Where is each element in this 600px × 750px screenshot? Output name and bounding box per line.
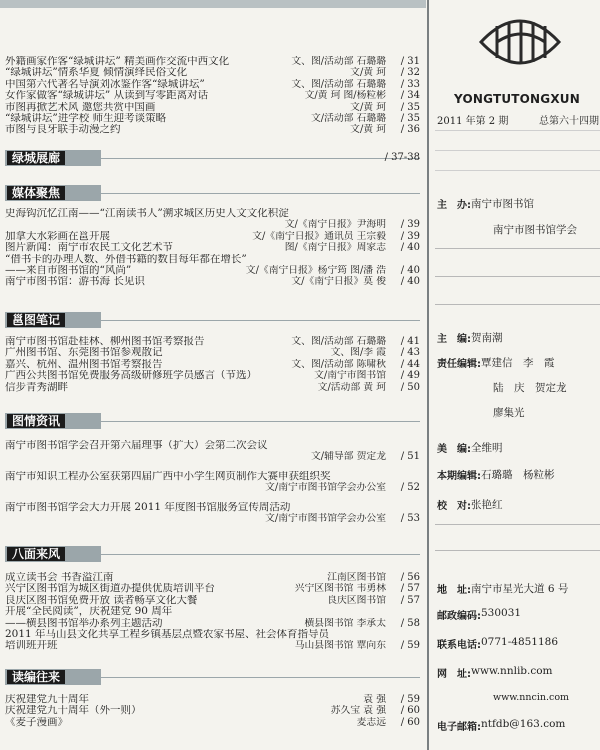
section-header — [5, 669, 101, 685]
toc-entry-author-text: 兴宁区图书馆 — [294, 583, 354, 595]
separator — [435, 550, 600, 551]
toc-entry-author-text: 文、图/活动部 — [291, 335, 354, 347]
toc-entry-author-text: 文/黄 — [350, 101, 374, 113]
toc-entry-author — [257, 370, 386, 381]
toc-entry-title: ——横县图书馆举办系列主题活动 — [5, 617, 163, 629]
toc-entry — [5, 471, 420, 482]
library-logo-icon — [475, 6, 565, 78]
toc-entry — [5, 440, 420, 451]
toc-entry — [5, 124, 420, 135]
toc-entry-author — [121, 124, 387, 135]
issue-year: 2011 年第 2 期 — [437, 116, 509, 127]
masthead-brand: YONGTUTONGXUN — [454, 92, 580, 106]
toc-entry-credit: 俊 — [376, 276, 386, 288]
separator — [435, 524, 600, 525]
toc-entry-author — [163, 347, 387, 358]
toc-entry-author — [89, 694, 386, 705]
toc-entry-page: / 58 — [400, 617, 420, 629]
toc-entry-author-text: 文/《南宁日报》尹海明 — [284, 219, 386, 231]
toc-entry-author-text: 文、图/活动部 — [291, 55, 354, 67]
toc-entry-author-text: 文、图/活动部 — [291, 358, 354, 370]
section-header — [5, 185, 101, 201]
toc-entry-page: / 49 — [400, 370, 420, 382]
section-header — [5, 150, 101, 166]
toc-entry — [5, 56, 420, 67]
toc-entry-page: / 60 — [400, 716, 420, 728]
toc-entry-title: “绿城讲坛”进学校 师生迎考谈策略 — [5, 112, 167, 124]
toc-entry — [5, 79, 420, 90]
toc-entry-title: 市图再掀艺术风 邀您共赏中国画 — [5, 101, 156, 113]
toc-entry — [5, 482, 420, 493]
toc-entry-page: / 35 — [400, 112, 420, 124]
toc-entry-credit: 石璐璐 — [356, 112, 386, 124]
section-label: 图情资讯 — [7, 414, 65, 428]
toc-entry-author-text: 文/活动部 — [310, 112, 354, 124]
toc-entry — [5, 67, 420, 78]
toc-entry-page: / 34 — [400, 90, 420, 102]
section-rule — [101, 421, 420, 422]
toc-entry-author — [58, 640, 387, 651]
toc-entry-page: / 44 — [400, 358, 420, 370]
toc-entry-credit: 珂 图/杨粒彬 — [330, 90, 386, 102]
toc-entry-author — [229, 56, 386, 67]
toc-entry — [5, 705, 420, 716]
toc-entry-author-text: 江南区图书馆 — [327, 571, 386, 583]
section-rule — [101, 193, 420, 194]
toc-entry-author — [68, 717, 386, 728]
toc-entry-page: / 51 — [400, 451, 420, 463]
toc-entry — [5, 276, 420, 287]
toc-entry-author — [197, 595, 386, 606]
toc-entry-credit: 陈啸秋 — [356, 358, 386, 370]
toc-entry — [5, 595, 420, 606]
toc-entry-page: / 40 — [400, 264, 420, 276]
toc-entry-page: / 43 — [400, 347, 420, 359]
toc-entry-title: 2011 年马山县文化共享工程乡镇基层点暨农家书屋、社会体育指导员 — [5, 628, 330, 640]
toc-entry-page: / 32 — [400, 67, 420, 79]
toc-entry-title: 女作家做客“绿城讲坛” 从读到写零距离对话 — [5, 90, 209, 102]
toc-entry-credit: 黄 珂 — [363, 381, 386, 393]
toc-entry-title: 史海钩沉忆江南——“江南读书人”溯求城区历史人文文化积淀 — [5, 207, 289, 219]
toc-entry-credit: 石璐璐 — [356, 78, 386, 90]
toc-entry-credit: 强 — [376, 705, 386, 717]
toc-entry-credit: 贺定龙 — [356, 451, 386, 463]
section-header — [5, 546, 101, 562]
toc-entry — [5, 336, 420, 347]
toc-entry-credit: 李承太 — [356, 617, 386, 629]
toc-entry — [5, 208, 420, 219]
toc-entry-author — [142, 705, 387, 716]
toc-entry-page: / 41 — [400, 335, 420, 347]
toc-entry — [5, 370, 420, 381]
masthead-column — [431, 0, 600, 750]
toc-entry-title: 南宁市图书馆赴桂林、柳州图书馆考察报告 — [5, 335, 205, 347]
separator — [435, 276, 600, 277]
postcode-row: 邮政编码: 530031 — [437, 607, 522, 622]
toc-entry-title: 成立读书会 书香溢江南 — [5, 571, 114, 583]
toc-entry-title: 中国第六代著名导演刘冰鉴作客“绿城讲坛” — [5, 78, 205, 90]
toc-entry-author — [113, 572, 386, 583]
toc-entry-page: / 33 — [400, 78, 420, 90]
toc-entry-title: 南宁市知识工程办公室获第四届广西中小学生网页制作大赛申获组织奖 — [5, 470, 331, 482]
toc-entry-title: ——来自市图书馆的“风尚” — [5, 264, 132, 276]
toc-entry — [5, 90, 420, 101]
toc-entry-page: / 59 — [400, 693, 420, 705]
duty-editor-row: 责任编辑: 覃建信 李 霞 — [437, 357, 555, 370]
section-label: 绿城展廊 — [7, 151, 65, 165]
toc-entry-author-text: 文/《南宁日报》通讯员 王宗毅 — [252, 230, 386, 242]
toc-entry-author-text: 文/活动部 — [317, 381, 361, 393]
toc-entry — [5, 254, 420, 265]
toc-entry — [5, 606, 420, 617]
toc-entry-credit: 珂 — [376, 67, 386, 79]
toc-entry-title: 南宁市图书馆：游书海 长见识 — [5, 276, 145, 288]
toc-entry-author-text: 图/《南宁日报》周家志 — [284, 242, 386, 254]
toc-entry — [5, 231, 420, 242]
separator — [435, 150, 600, 151]
sponsor-row-2: 南宁市图书馆学会 — [493, 224, 577, 236]
section-header — [5, 413, 101, 429]
toc-entry-title: 庆祝建党九十周年 — [5, 693, 89, 705]
toc-entry-author — [208, 90, 386, 101]
section-label: 读编往来 — [7, 670, 65, 684]
section-entries — [5, 572, 420, 652]
toc-entry-title: 外籍画家作客“绿城讲坛” 精美画作交流中西文化 — [5, 55, 230, 67]
toc-entry-author — [131, 265, 386, 276]
toc-entry-title: 兴宁区图书馆为城区街道办提供优质培训平台 — [5, 583, 215, 595]
toc-entry-title: 加拿大水彩画在邕开展 — [5, 230, 110, 242]
toc-entry-title: 南宁市图书馆学会大力开展 2011 年度图书馆服务宣传周活动 — [5, 501, 291, 513]
toc-entry-author — [163, 618, 387, 629]
toc-entry — [5, 640, 420, 651]
toc-entry-author — [205, 79, 386, 90]
toc-entry-page: / 59 — [400, 640, 420, 652]
toc-entry-credit: 覃向东 — [356, 640, 386, 652]
issue-line — [437, 112, 599, 127]
separator — [435, 248, 600, 249]
toc-entry-author — [25, 513, 386, 524]
proof-row: 校 对: 张艳红 — [437, 499, 503, 512]
section-entries — [5, 440, 420, 524]
separator — [435, 304, 600, 305]
email-row: 电子邮箱: ntfdb@163.com — [437, 718, 566, 733]
toc-entry-author — [145, 276, 386, 287]
toc-entry-page: / 57 — [400, 594, 420, 606]
section-entries — [5, 694, 420, 728]
separator — [435, 130, 600, 131]
toc-entry-page: / 60 — [400, 705, 420, 717]
toc-entry — [5, 572, 420, 583]
toc-entry-author — [187, 67, 386, 78]
toc-entry-page: / 36 — [400, 124, 420, 136]
toc-entry-page: / 56 — [400, 571, 420, 583]
toc-entry-author — [163, 359, 387, 370]
toc-entry-credit: 珂 — [376, 101, 386, 113]
section-label: 八面来风 — [7, 547, 65, 561]
toc-entry — [5, 502, 420, 513]
toc-entry-author-text: 文/黄 — [350, 67, 374, 79]
column-divider — [427, 0, 429, 750]
section-header — [5, 312, 101, 328]
address-row: 地 址: 南宁市星光大道 6 号 — [437, 583, 569, 596]
toc-entry-title: 开展“全民阅读”，庆祝建党 90 周年 — [5, 606, 173, 618]
toc-entry-title: 广州图书馆、东莞图书馆参观散记 — [5, 347, 163, 359]
separator — [435, 170, 600, 171]
sponsor-row: 主 办: 南宁市图书馆 — [437, 198, 534, 211]
toc-entry-title: 信步青秀湖畔 — [5, 381, 68, 393]
section-label: 媒体聚焦 — [7, 186, 65, 200]
toc-entry — [5, 219, 420, 230]
toc-entry-credit: 浩 — [376, 264, 386, 276]
toc-entry-author-text: 文/《南宁日报》莫 — [291, 276, 374, 288]
toc-entry-credit: 霞 — [376, 347, 386, 359]
section-rule — [101, 677, 420, 678]
toc-entry-author — [215, 583, 386, 594]
toc-entry-title: 嘉兴、杭州、温州图书馆考察报告 — [5, 358, 163, 370]
toc-entry-title: 市图与良牙联手动漫之约 — [5, 124, 121, 136]
toc-entry-author-text: 马山县图书馆 — [294, 640, 354, 652]
toc-entry-author — [25, 219, 386, 230]
toc-entry-author — [68, 382, 386, 393]
toc-entry-author-text: 文/南宁市图书馆学会办公室 — [265, 482, 386, 494]
toc-entry-title: 培训班开班 — [5, 640, 58, 652]
issue-total: 总第六十四期 — [539, 116, 599, 127]
toc-top-entries — [5, 56, 420, 136]
toc-entry-author-text: 横县图书馆 — [304, 617, 354, 629]
toc-entry-page: / 35 — [400, 101, 420, 113]
toc-entry-page: / 40 — [400, 276, 420, 288]
section-entries — [5, 336, 420, 393]
toc-entry-credit: 韦勇林 — [356, 583, 386, 595]
toc-entry-author — [25, 451, 386, 462]
toc-entry-page: / 39 — [400, 230, 420, 242]
toc-entry-author-text: 文/辅导部 — [310, 451, 354, 463]
toc-entry-author — [166, 113, 386, 124]
toc-entry — [5, 629, 420, 640]
toc-entry-author-text: 麦志远 — [356, 716, 386, 728]
toc-entry-title: “借书卡的办理人数、外借书籍的数目每年都在增长” — [5, 253, 247, 265]
toc-entry-author-text: 文/黄 — [304, 90, 328, 102]
editor-row: 主 编: 贺南潮 — [437, 332, 503, 345]
toc-entry-page: / 31 — [400, 55, 420, 67]
toc-entry-credit: 石璐璐 — [356, 335, 386, 347]
toc-entry-title: 广西公共图书馆免费服务高级研修班学员感言（节选） — [5, 370, 257, 382]
toc-entry — [5, 583, 420, 594]
toc-entry-title: 《麦子漫画》 — [5, 716, 68, 728]
section-label: 邕图笔记 — [7, 313, 65, 327]
toc-entry-author-text: 袁 — [363, 693, 374, 705]
toc-entry-page: / 57 — [400, 583, 420, 595]
toc-entry-author-text: 苏久宝 袁 — [330, 705, 374, 717]
toc-entry-author — [155, 102, 386, 113]
toc-entry-page: / 53 — [400, 512, 420, 524]
toc-entry — [5, 694, 420, 705]
toc-entry-author-text: 文/黄 — [350, 124, 374, 136]
toc-entry — [5, 347, 420, 358]
toc-entry-author-text: 文/《南宁日报》杨宁筠 图/潘 — [245, 264, 374, 276]
toc-entry — [5, 242, 420, 253]
toc-entry — [5, 618, 420, 629]
toc-entry-author — [110, 231, 386, 242]
duty-editor-row-3: 廖集光 — [493, 407, 525, 419]
toc-entry-author-text: 文、图/李 — [330, 347, 374, 359]
toc-entry-credit: 强 — [376, 693, 386, 705]
toc-entry — [5, 451, 420, 462]
toc-entry-title: 南宁市图书馆学会召开第六届理事（扩大）会第二次会议 — [5, 439, 268, 451]
toc-entry-title: 庆祝建党九十周年（外一则） — [5, 705, 142, 717]
toc-entry-title: 图片新闻：南宁市农民工文化艺术节 — [5, 242, 173, 254]
toc-entry-author — [25, 482, 386, 493]
toc-entry — [5, 265, 420, 276]
toc-entry-credit: 石璐璐 — [356, 55, 386, 67]
issue-editor-row: 本期编辑: 石璐璐 杨粒彬 — [437, 469, 555, 482]
toc-entry-page: / 40 — [400, 242, 420, 254]
toc-entry-author-text: 文/南宁市图书馆 — [314, 370, 386, 382]
toc-entry-credit: 珂 — [376, 124, 386, 136]
toc-entry-author-text: 文/南宁市图书馆学会办公室 — [265, 512, 386, 524]
phone-row: 联系电话: 0771-4851186 — [437, 636, 559, 651]
website-row-2: www.nncin.com — [493, 692, 570, 703]
design-row: 美 编: 全维明 — [437, 442, 503, 455]
toc-entry-page: / 52 — [400, 482, 420, 494]
toc-entry-page: / 39 — [400, 219, 420, 231]
toc-entry-title: 良庆区图书馆免费开放 读者畅享文化大餐 — [5, 594, 198, 606]
toc-entry — [5, 513, 420, 524]
section-pages: / 37-38 — [384, 152, 420, 163]
section-rule — [101, 554, 420, 555]
toc-entry — [5, 113, 420, 124]
toc-entry-author — [205, 336, 387, 347]
duty-editor-row-2: 陆 庆 贺定龙 — [493, 382, 567, 394]
section-entries — [5, 208, 420, 288]
toc-entry-author-text: 良庆区图书馆 — [327, 594, 386, 606]
toc-entry-author — [173, 242, 386, 253]
toc-entry-title: “绿城讲坛”情系华夏 倾情演绎民俗文化 — [5, 67, 188, 79]
toc-entry-author-text: 文、图/活动部 — [291, 78, 354, 90]
section-rule — [101, 320, 420, 321]
toc-entry-page: / 50 — [400, 381, 420, 393]
section-rule — [101, 158, 420, 159]
website-row: 网 址: www.nnlib.com — [437, 665, 553, 680]
toc-entry — [5, 717, 420, 728]
toc-entry — [5, 382, 420, 393]
toc-entry — [5, 102, 420, 113]
toc-entry — [5, 359, 420, 370]
